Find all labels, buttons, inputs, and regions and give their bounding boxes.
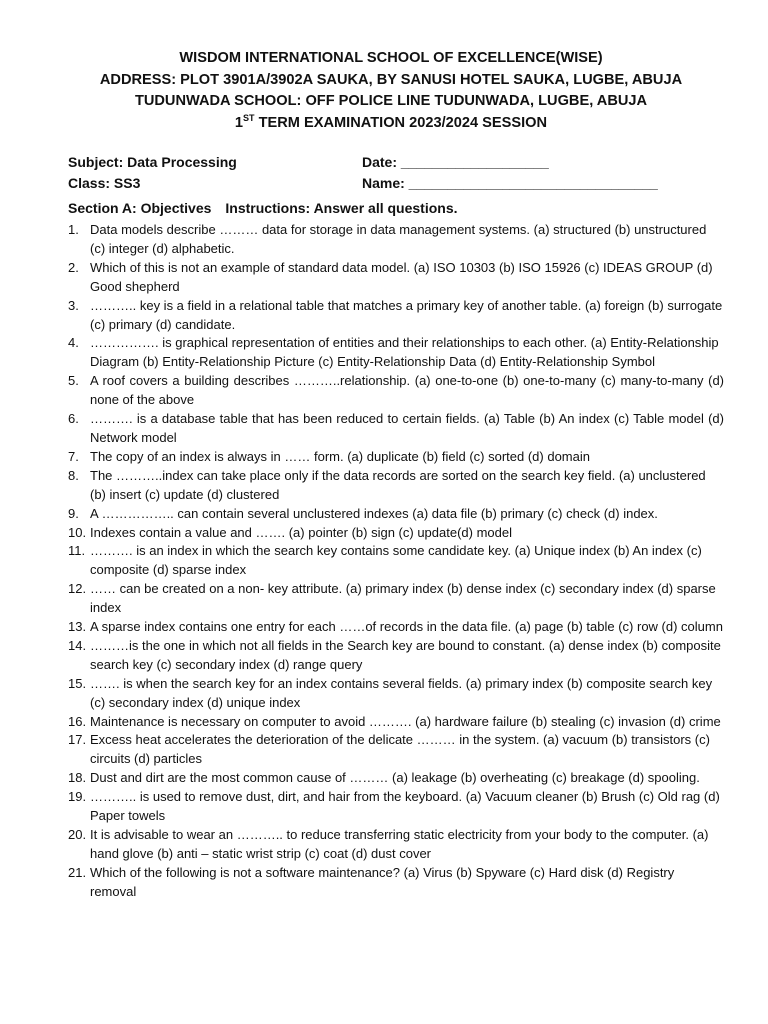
question-item [68,372,724,410]
question-text: Excess heat accelerates the deterioration of the delicate ……… in the system. (a) vacuum (b) transistors (c) circuits (d) particles [90,732,710,767]
question-text: …… can be created on a non- key attribute. (a) primary index (b) dense index (c) secondary index (d) sparse index [90,581,716,616]
question-text: A roof covers a building describes ………..relationship. (a) one-to-one (b) one-to-many (c) many-to-many (d) none of the above [90,373,724,408]
question-text: The ………..index can take place only if the data records are sorted on the search key field. (a) unclustered (b) insert (c) update (d) clustered [90,467,706,502]
question-item [68,618,724,637]
question-number: 12. [68,581,87,597]
question-text: The copy of an index is always in …… form. (a) duplicate (b) field (c) sorted (d) domain [90,448,590,464]
question-item [68,731,724,769]
branch-address: TUDUNWADA SCHOOL: OFF POLICE LINE TUDUNWADA, LUGBE, ABUJA [134,93,648,109]
question-item [68,826,724,864]
question-number: 8. [68,467,79,483]
question-item [68,864,724,902]
question-item [68,221,724,259]
school-name: WISDOM INTERNATIONAL SCHOOL OF EXCELLENCE(WISE) [179,50,603,66]
question-list [68,221,724,902]
question-number: 18. [68,770,87,786]
question-item [68,713,724,732]
question-text: ……. is when the search key for an index contains several fields. (a) primary index (b) composite search key (c) secondary index (d) unique index [90,675,713,710]
question-text: ………. is a database table that has been reduced to certain fields. (a) Table (b) An index (c) Table model (d) Network model [90,411,724,445]
exam-term [58,113,724,135]
exam-header [58,48,724,134]
question-number: 3. [68,297,79,313]
question-number: 13. [68,619,87,635]
section-instructions: Instructions: Answer all questions. [225,200,458,216]
question-number: 15. [68,675,87,691]
section-heading [68,198,724,219]
question-number: 2. [68,259,79,275]
school-address: ADDRESS: PLOT 3901A/3902A SAUKA, BY SANUSI HOTEL SAUKA, LUGBE, ABUJA [99,71,683,88]
question-text: ……….. is used to remove dust, dirt, and hair from the keyboard. (a) Vacuum cleaner (b) Brush (c) Old rag (d) Paper towels [90,789,720,824]
question-item [68,448,724,467]
date-field: Date: ___________________ [362,154,549,170]
question-number: 9. [68,505,79,521]
question-text: Dust and dirt are the most common cause of ……… (a) leakage (b) overheating (c) breakage (d) spooling. [90,770,700,786]
name-field: Name: ________________________________ [362,175,658,191]
question-text: Which of this is not an example of standard data model. (a) ISO 10303 (b) ISO 15926 (c) IDEAS GROUP (d) Good shepherd [90,259,713,294]
question-item [68,259,724,297]
question-item [68,542,724,580]
question-number: 4. [68,335,79,351]
question-item [68,675,724,713]
question-text: Indexes contain a value and ……. (a) pointer (b) sign (c) update(d) model [90,524,512,540]
term-ordinal-suffix: ST [243,112,255,123]
question-number: 19. [68,789,87,805]
class-label: Class: SS3 [68,175,141,191]
question-text: ……….. key is a field in a relational table that matches a primary key of another table. (a) foreign (b) surrogate (c) primary (d) candidate. [90,297,723,332]
subject-label: Subject: Data Processing [68,154,237,170]
question-number: 20. [68,827,87,842]
question-item [68,467,724,505]
question-text: A sparse index contains one entry for each ……of records in the data file. (a) page (b) table (c) row (d) column [90,619,723,635]
question-item [68,788,724,826]
exam-meta [68,152,724,194]
question-item [68,334,724,372]
term-number: 1 [234,114,244,131]
question-text: Maintenance is necessary on computer to avoid ………. (a) hardware failure (b) stealing (c) invasion (d) crime [90,713,721,729]
question-text: ………is the one in which not all fields in the Search key are bound to constant. (a) dense index (b) composite search key (c) secondary index (d) range query [90,637,721,672]
question-item [68,524,724,543]
question-number: 10. [68,524,87,540]
question-text: A …………….. can contain several unclustered indexes (a) data file (b) primary (c) check (d) index. [90,505,658,521]
question-text: It is advisable to wear an ……….. to reduce transferring static electricity from your body to the computer. (a) hand glove (b) anti – static wrist strip (c) coat (d) dust cover [90,827,709,861]
question-number: 5. [68,373,79,389]
question-item [68,580,724,618]
question-number: 7. [68,448,79,464]
term-title: TERM EXAMINATION 2023/2024 SESSION [254,114,548,131]
question-number: 16. [68,713,87,729]
question-number: 21. [68,864,87,880]
question-item [68,410,724,448]
question-item [68,637,724,675]
question-number: 14. [68,637,87,653]
question-text: ………. is an index in which the search key contains some candidate key. (a) Unique index (b) An index (c) composite (d) sparse index [90,543,702,578]
question-text: ……………. is graphical representation of entities and their relationships to each other. (a) Entity-Relationship Diagram (b) Entity-Relationship Picture (c) Entity-Relationship Data (d) Entity-Relationship Symbol [90,335,719,370]
section-title: Section A: Objectives [68,200,212,216]
question-number: 1. [68,222,79,237]
question-item [68,297,724,335]
question-text: Which of the following is not a software maintenance? (a) Virus (b) Spyware (c) Hard disk (d) Registry removal [90,864,675,899]
question-item [68,769,724,788]
question-text: Data models describe ……… data for storage in data management systems. (a) structured (b) unstructured (c) integer (d) alphabetic. [90,222,707,256]
question-item [68,505,724,524]
question-number: 11. [68,543,86,559]
question-number: 6. [68,411,79,427]
question-number: 17. [68,732,87,748]
